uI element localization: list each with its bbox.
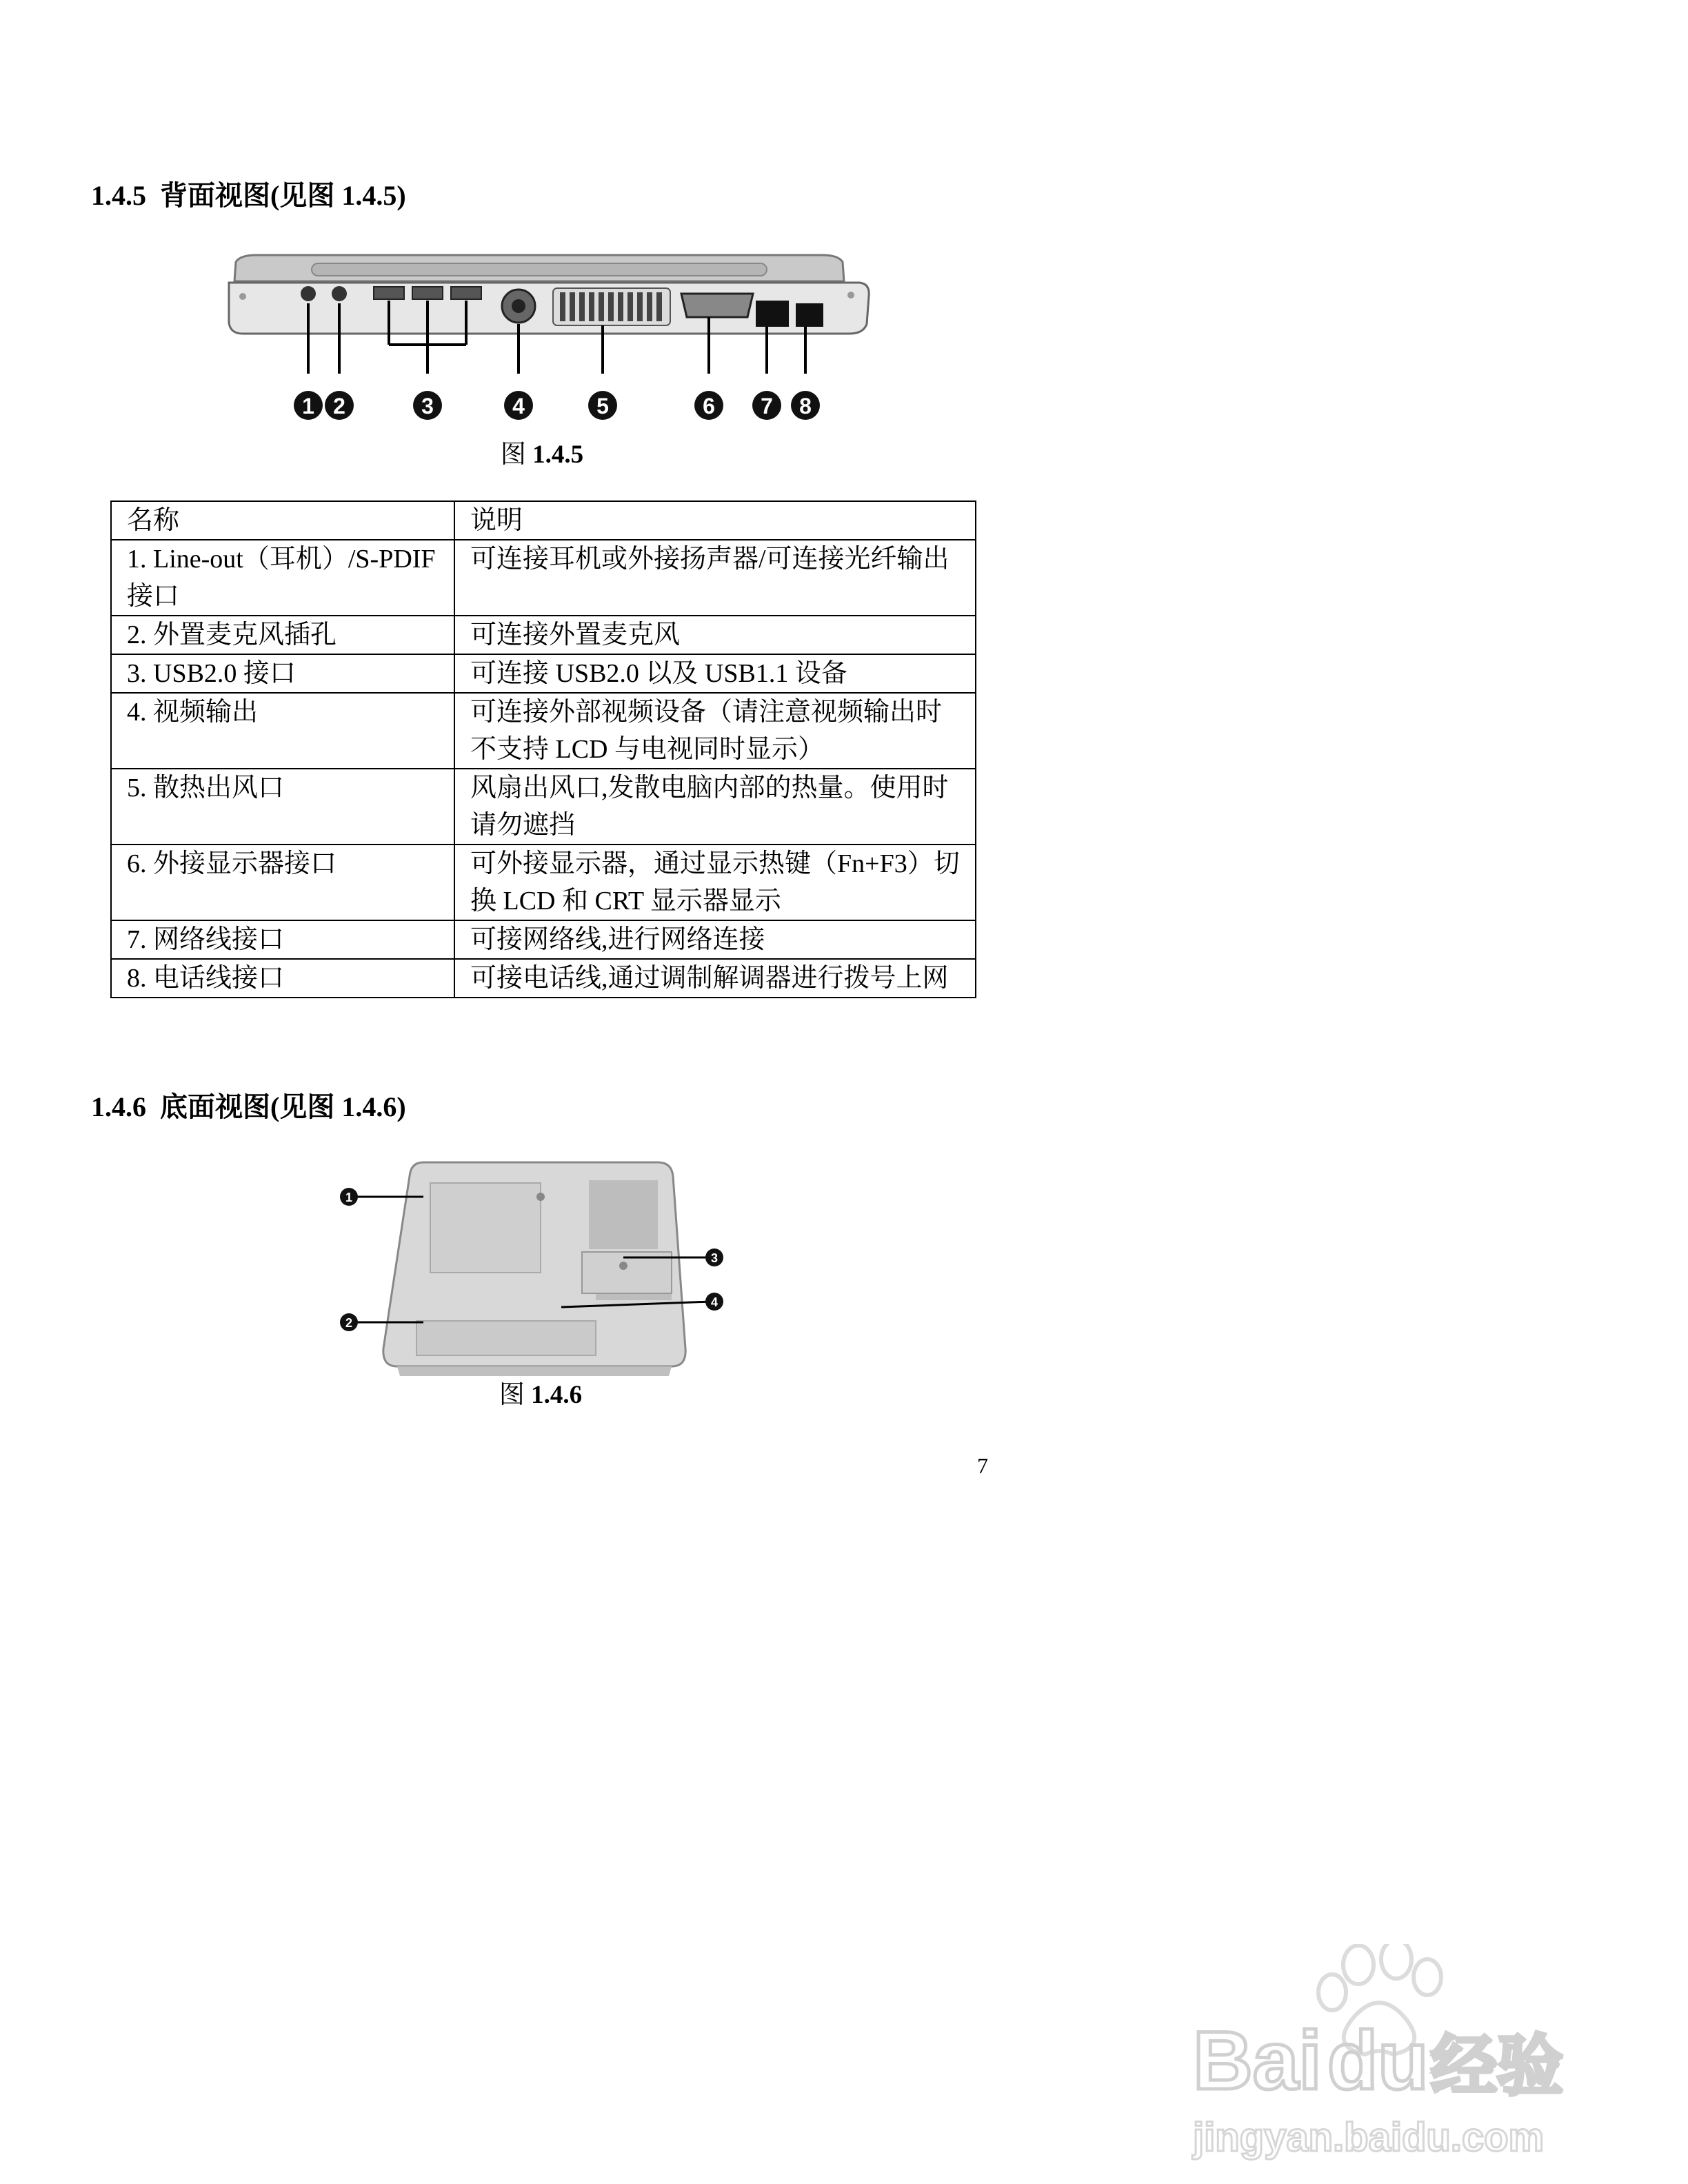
usb-port-icon — [451, 287, 481, 299]
screw-icon — [536, 1193, 545, 1201]
callout-7: 7 — [761, 394, 773, 418]
callout-1: 1 — [345, 1191, 353, 1204]
row-desc: 可接电话线,通过调制解调器进行拨号上网 — [454, 959, 976, 998]
baidu-watermark-logo — [1186, 1944, 1600, 2172]
section-number: 1.4.5 — [91, 180, 146, 211]
svg-text:jingyan.baidu.com: jingyan.baidu.com — [1193, 2115, 1545, 2160]
callout-2: 2 — [345, 1316, 353, 1330]
hinge — [312, 263, 767, 276]
rear-ports-table — [110, 501, 976, 998]
row-desc: 风扇出风口,发散电脑内部的热量。使用时请勿遮挡 — [454, 769, 976, 845]
callout-4: 4 — [710, 1295, 719, 1309]
row-name: 7. 网络线接口 — [111, 920, 454, 959]
line-out-jack-icon — [301, 286, 316, 301]
bottom-view-figure — [334, 1155, 761, 1390]
row-name: 6. 外接显示器接口 — [111, 845, 454, 920]
section-title: 背面视图(见图 1.4.5) — [160, 180, 406, 211]
row-name: 1. Line-out（耳机）/S-PDIF 接口 — [111, 540, 454, 616]
table-row — [111, 769, 976, 845]
callout-4: 4 — [512, 394, 525, 418]
rear-view-figure — [215, 248, 877, 434]
table-row — [111, 540, 976, 616]
caption-number: 1.4.6 — [531, 1381, 583, 1409]
header-desc: 说明 — [454, 501, 976, 540]
callout-5: 5 — [596, 394, 609, 418]
table-row — [111, 693, 976, 769]
table-row — [111, 654, 976, 693]
header-name: 名称 — [111, 501, 454, 540]
row-name: 4. 视频输出 — [111, 693, 454, 769]
usb-port-icon — [374, 287, 404, 299]
callout-1: 1 — [302, 394, 314, 418]
battery-compartment — [416, 1321, 596, 1355]
callout-markers — [294, 391, 820, 420]
cover-panel — [430, 1183, 541, 1273]
screw-icon — [619, 1262, 627, 1270]
table-row — [111, 616, 976, 654]
callout-8: 8 — [799, 394, 812, 418]
row-name: 3. USB2.0 接口 — [111, 654, 454, 693]
row-desc: 可连接耳机或外接扬声器/可连接光纤输出 — [454, 540, 976, 616]
section-heading-rear-view — [91, 174, 406, 213]
row-desc: 可连接外置麦克风 — [454, 616, 976, 654]
screw-icon — [239, 293, 246, 300]
table-header-row — [111, 501, 976, 540]
section-heading-bottom-view — [91, 1085, 406, 1124]
row-desc: 可连接外部视频设备（请注意视频输出时不支持 LCD 与电视同时显示） — [454, 693, 976, 769]
section-number: 1.4.6 — [91, 1091, 146, 1122]
callout-6: 6 — [703, 394, 715, 418]
svg-text:du: du — [1327, 2014, 1429, 2107]
figure-caption-bottom — [458, 1373, 623, 1410]
svg-text:Bai: Bai — [1193, 2014, 1322, 2107]
table-row — [111, 959, 976, 998]
lan-port-icon — [756, 301, 789, 327]
mic-jack-icon — [332, 286, 347, 301]
vent-grille-icon — [553, 288, 670, 325]
row-name: 8. 电话线接口 — [111, 959, 454, 998]
callout-3: 3 — [421, 394, 434, 418]
row-name: 2. 外置麦克风插孔 — [111, 616, 454, 654]
table-row — [111, 920, 976, 959]
table-row — [111, 845, 976, 920]
usb-port-icon — [412, 287, 443, 299]
figure-caption-rear — [459, 433, 625, 470]
caption-prefix: 图 — [499, 1381, 525, 1409]
screw-icon — [847, 292, 854, 299]
svg-text:经验: 经验 — [1431, 2030, 1563, 2103]
modem-port-icon — [796, 303, 823, 327]
page-number: 7 — [977, 1453, 988, 1478]
row-desc: 可外接显示器，通过显示热键（Fn+F3）切换 LCD 和 CRT 显示器显示 — [454, 845, 976, 920]
row-desc: 可接网络线,进行网络连接 — [454, 920, 976, 959]
callout-2: 2 — [333, 394, 345, 418]
callout-3: 3 — [710, 1251, 719, 1265]
vga-port-icon — [681, 294, 753, 317]
row-desc: 可连接 USB2.0 以及 USB1.1 设备 — [454, 654, 976, 693]
section-title: 底面视图(见图 1.4.6) — [160, 1091, 406, 1122]
row-name: 5. 散热出风口 — [111, 769, 454, 845]
caption-number: 1.4.5 — [532, 441, 584, 469]
caption-prefix: 图 — [500, 441, 526, 469]
